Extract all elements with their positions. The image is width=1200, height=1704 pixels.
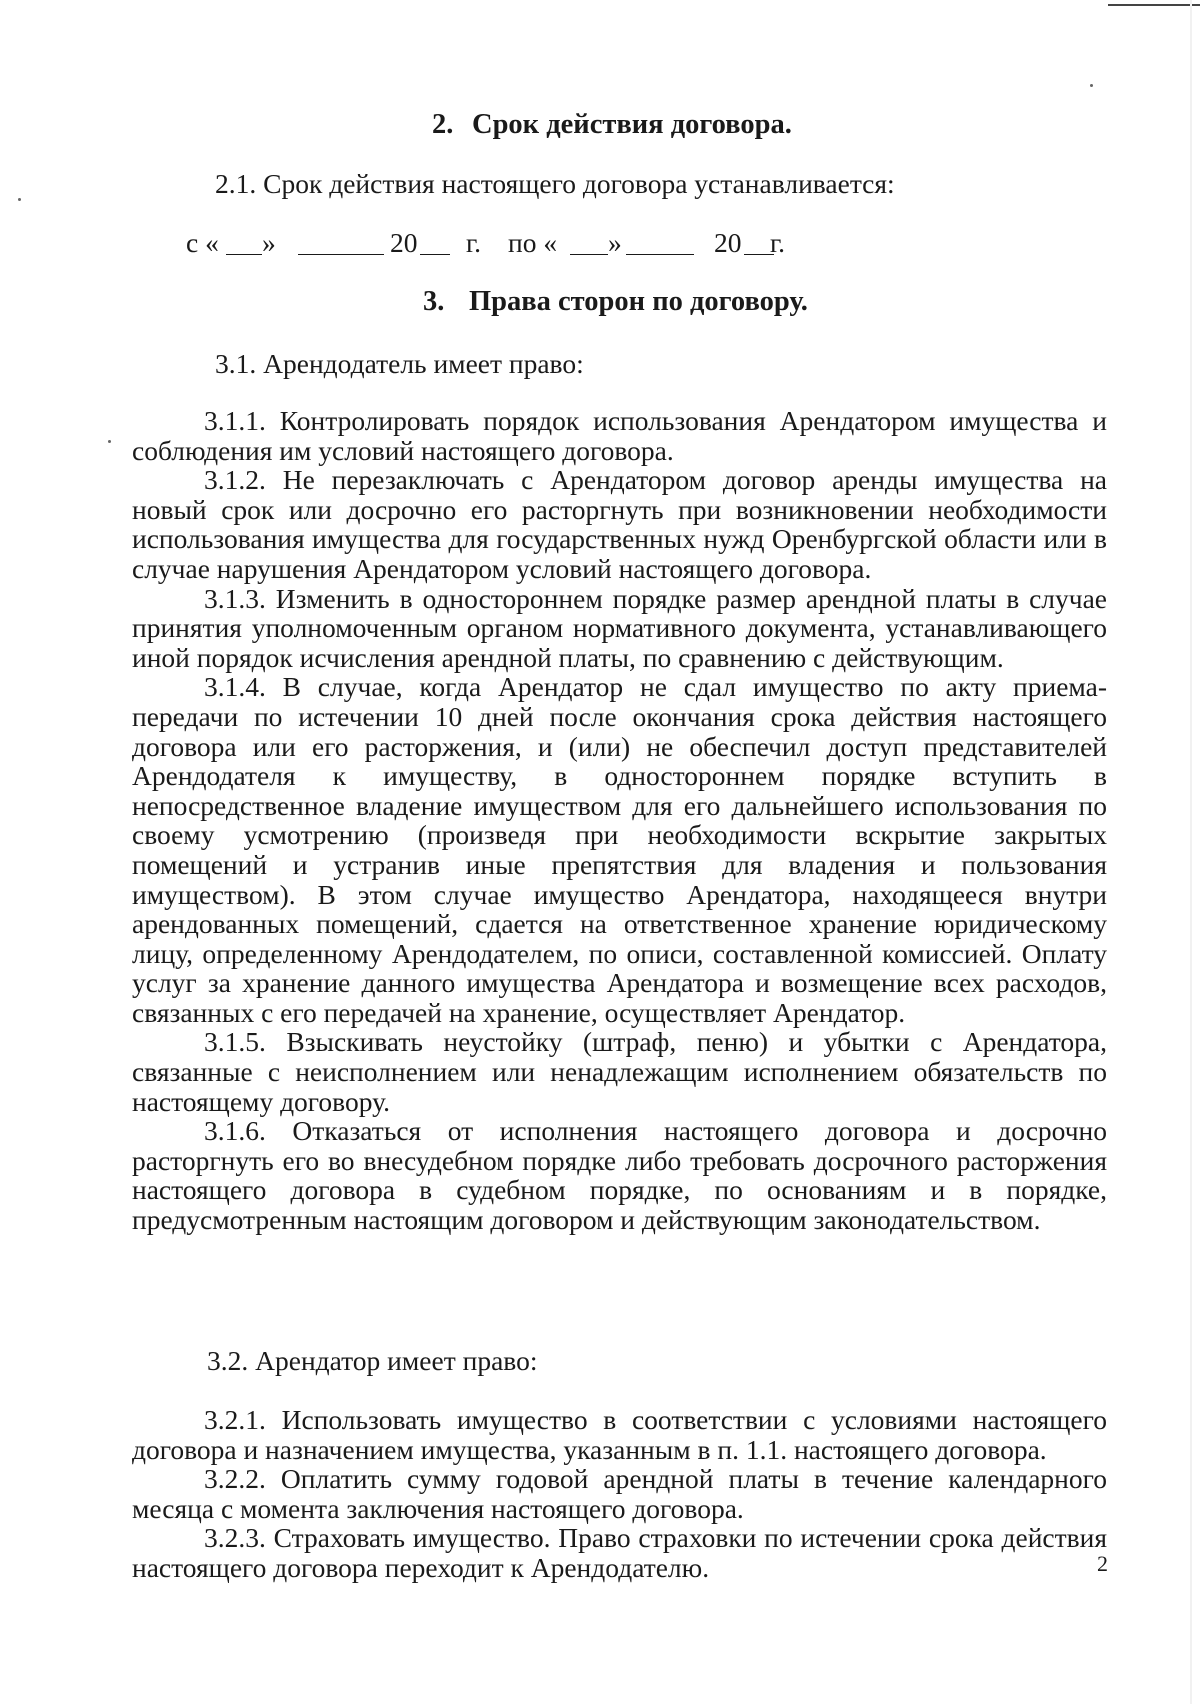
from-day-blank <box>226 254 262 255</box>
clause-3-1-2: 3.1.2. Не перезаключать с Арендатором договор аренды имущества на новый срок или досрочно его расторгнуть при возникновении необходимости использования имущества для государственных нужд Оренбургской области или в случае нарушения Арендатором условий настоящего договора. <box>132 464 1107 584</box>
clause-3-1-1: 3.1.1. Контролировать порядок использования Арендатором имущества и соблюдения им условий настоящего договора. <box>132 405 1107 466</box>
date-to-year: 20 <box>714 227 742 258</box>
scan-speck <box>18 198 21 201</box>
scan-edge-shadow <box>1190 0 1192 1704</box>
section-3-title: Права сторон по договору. <box>469 286 808 317</box>
clause-3-1-4: 3.1.4. В случае, когда Арендатор не сдал имущество по акту приема-передачи по истечении 10 дней после окончания срока действия настоящего договора или его расторжения, и (или) не обеспечил доступ представителей Арендодателя к имуществу, в одностороннем порядке вступить в непосредственное владение имуществом для его дальнейшего использования по своему усмотрению (произведя при необходимости вскрытие закрытых помещений и устранив иные препятствия для владения и пользования имуществом). В этом случае имущество Арендатора, находящееся внутри арендованных помещений, сдается на ответственное хранение юридическому лицу, определенному Арендодателем, по описи, составленной комиссией. Оплату услуг за хранение данного имущества Арендатора и возмещение всех расходов, связанных с его передачей на хранение, осуществляет Арендатор. <box>132 671 1107 1028</box>
section-2-number: 2. <box>432 109 454 140</box>
section-3-heading <box>423 288 808 317</box>
landlord-rights-list <box>132 406 1107 1235</box>
date-to-year-suffix: г. <box>770 227 786 258</box>
clause-3-1-5: 3.1.5. Взыскивать неустойку (штраф, пеню) и убытки с Арендатора, связанные с неисполнением или ненадлежащим исполнением обязательств по настоящему договору. <box>132 1026 1107 1117</box>
date-from-close: » <box>262 227 276 258</box>
clause-3-2-1: 3.2.1. Использовать имущество в соответствии с условиями настоящего договора и назначением имущества, указанным в п. 1.1. настоящего договора. <box>132 1404 1107 1465</box>
clause-3-2-3: 3.2.3. Страховать имущество. Право страховки по истечении срока действия настоящего договора переходит к Арендодателю. <box>132 1522 1107 1583</box>
from-year-blank <box>420 254 450 255</box>
date-to-close: » <box>608 227 622 258</box>
to-day-blank <box>570 254 608 255</box>
clause-3-2: 3.2. Арендатор имеет право: <box>207 1345 538 1376</box>
scan-edge-mark <box>1108 4 1200 6</box>
clause-2-1: 2.1. Срок действия настоящего договора устанавливается: <box>215 168 895 199</box>
tenant-rights-list <box>132 1405 1107 1583</box>
section-2-title: Срок действия договора. <box>472 109 792 140</box>
section-2-heading <box>432 111 792 140</box>
scan-speck <box>108 440 111 443</box>
clause-3-2-2: 3.2.2. Оплатить сумму годовой арендной платы в течение календарного месяца с момента заключения настоящего договора. <box>132 1463 1107 1524</box>
date-from-year: 20 <box>390 227 418 258</box>
clause-3-1-3: 3.1.3. Изменить в одностороннем порядке размер арендной платы в случае принятия уполномоченным органом нормативного документа, устанавливающего иной порядок исчисления арендной платы, по сравнению с действующим. <box>132 582 1107 673</box>
clause-3-1: 3.1. Арендодатель имеет право: <box>215 348 584 379</box>
section-3-number: 3. <box>423 286 445 317</box>
from-month-blank <box>298 254 384 255</box>
date-from-year-suffix: г. <box>466 227 482 258</box>
date-to-open: по « <box>508 227 558 258</box>
clause-3-1-6: 3.1.6. Отказаться от исполнения настоящего договора и досрочно расторгнуть его во внесудебном порядке либо требовать досрочного расторжения настоящего договора в судебном порядке, по основаниям и в порядке, предусмотренным настоящим договором и действующим законодательством. <box>132 1115 1107 1236</box>
scan-speck <box>1090 84 1093 87</box>
date-from-open: с « <box>186 227 219 258</box>
contract-term-dates <box>186 229 826 265</box>
page-number: 2 <box>1097 1551 1108 1576</box>
to-month-blank <box>626 254 694 255</box>
